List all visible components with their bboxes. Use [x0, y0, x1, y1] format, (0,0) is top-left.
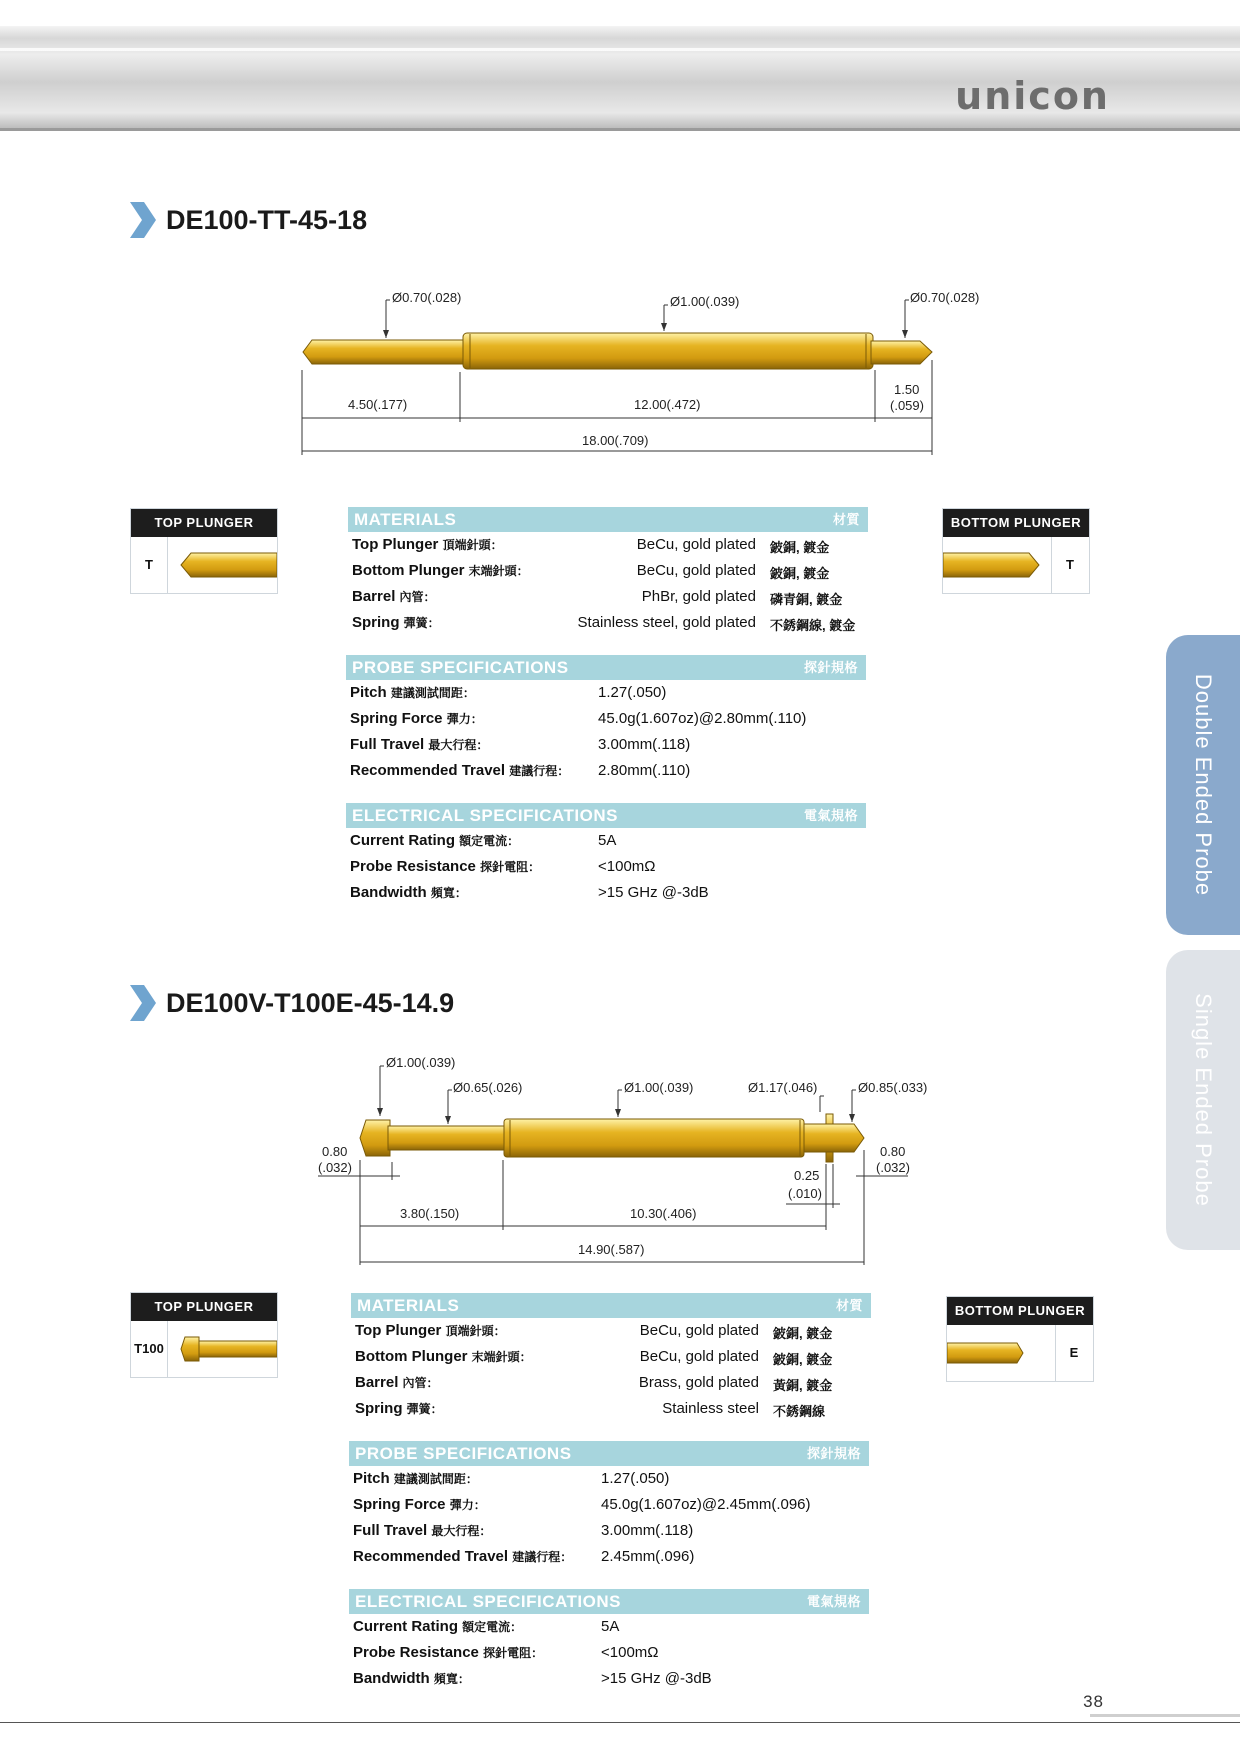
dim-barrel-diameter: Ø1.00(.039): [624, 1080, 694, 1095]
materials-table: [351, 1293, 871, 1422]
bottom-plunger-image: [947, 1325, 1055, 1381]
table-row: Spring Force 彈力： 45.0g(1.607oz)@2.45mm(.096): [353, 1496, 811, 1513]
dim-top-diameter: Ø0.70(.028): [392, 290, 462, 305]
table-row: Barrel 內管： PhBr, gold plated 磷青銅, 鍍金: [352, 588, 843, 607]
materials-header: MATERIALS 材質: [348, 507, 868, 532]
probe-spec-header: PROBE SPECIFICATIONS 探針規格: [346, 655, 866, 680]
dim-bottom-diameter: Ø0.70(.028): [910, 290, 980, 305]
dim-ring-length-mm: 0.25: [794, 1168, 820, 1183]
dim-top-length: 3.80(.150): [400, 1206, 460, 1221]
tab-double-ended-label: Double Ended Probe: [1191, 673, 1216, 897]
dim-barrel-length: 12.00(.472): [634, 397, 701, 412]
bottom-plunger-code: T: [1066, 557, 1074, 572]
table-row: Pitch 建議測試間距： 1.27(.050): [350, 684, 667, 701]
table-row: Top Plunger 頂端針頭： BeCu, gold plated 鈹銅, 鍍金: [355, 1322, 833, 1341]
dim-total-length: 18.00(.709): [582, 433, 649, 448]
table-row: Bandwidth 頻寬： >15 GHz @-3dB: [353, 1670, 712, 1687]
table-row: Recommended Travel 建議行程： 2.80mm(.110): [350, 762, 691, 779]
table-row: Bandwidth 頻寬： >15 GHz @-3dB: [350, 884, 709, 901]
dim-head-length-mm: 0.80: [322, 1144, 348, 1159]
bottom-plunger-header: BOTTOM PLUNGER: [943, 509, 1089, 537]
dim-ring-length-in: (.010): [788, 1186, 822, 1201]
table-row: Probe Resistance 探針電阻： <100mΩ: [353, 1644, 659, 1661]
bottom-plunger-header: BOTTOM PLUNGER: [947, 1297, 1093, 1325]
product-title: DE100-TT-45-18: [166, 204, 368, 235]
dim-top-diameter: Ø0.65(.026): [453, 1080, 523, 1095]
materials-header: MATERIALS 材質: [351, 1293, 871, 1318]
table-row: Bottom Plunger 末端針頭： BeCu, gold plated 鈹銅, 鍍金: [355, 1348, 833, 1367]
probe-spec-header: PROBE SPECIFICATIONS 探針規格: [349, 1441, 869, 1466]
tab-single-ended-label: Single Ended Probe: [1191, 993, 1216, 1207]
dim-bottom-length-in: (.059): [890, 398, 924, 413]
table-row: Top Plunger 頂端針頭： BeCu, gold plated 鈹銅, 鍍金: [352, 536, 830, 555]
bottom-plunger-code: E: [1069, 1345, 1079, 1360]
table-row: Probe Resistance 探針電阻： <100mΩ: [350, 858, 656, 875]
dim-bottom-diameter: Ø0.85(.033): [858, 1080, 928, 1095]
dim-barrel-diameter: Ø1.00(.039): [670, 294, 740, 309]
page-number: 38: [1083, 1692, 1104, 1711]
top-plunger-code: T100: [134, 1341, 164, 1356]
electrical-spec-header: ELECTRICAL SPECIFICATIONS 電氣規格: [346, 803, 866, 828]
table-row: Bottom Plunger 末端針頭： BeCu, gold plated 鈹銅, 鍍金: [352, 562, 830, 581]
brand-logo: unicon: [955, 74, 1110, 118]
dim-tip-length-mm: 0.80: [880, 1144, 906, 1159]
table-row: Spring 彈簧： Stainless steel, gold plated 不銹鋼線, 鍍金: [352, 614, 856, 633]
dim-head-diameter: Ø1.00(.039): [386, 1055, 456, 1070]
dim-barrel-length: 10.30(.406): [630, 1206, 697, 1221]
electrical-spec-table: [349, 1589, 869, 1692]
electrical-spec-header: ELECTRICAL SPECIFICATIONS 電氣規格: [349, 1589, 869, 1614]
top-plunger-code: T: [145, 557, 153, 572]
dim-bottom-length-mm: 1.50: [894, 382, 920, 397]
table-row: Spring 彈簧： Stainless steel 不銹鋼線: [355, 1400, 826, 1419]
probe-spec-table: [349, 1441, 869, 1570]
dim-total-length: 14.90(.587): [578, 1242, 645, 1257]
table-row: Current Rating 額定電流： 5A: [353, 1618, 620, 1635]
top-plunger-header: TOP PLUNGER: [131, 1293, 277, 1321]
table-row: Full Travel 最大行程： 3.00mm(.118): [353, 1522, 694, 1539]
footer-accent: [1090, 1714, 1240, 1717]
top-plunger-image: [169, 1321, 277, 1377]
dim-tip-length-in: (.032): [876, 1160, 910, 1175]
table-row: Pitch 建議測試間距： 1.27(.050): [353, 1470, 670, 1487]
table-row: Recommended Travel 建議行程： 2.45mm(.096): [353, 1548, 695, 1565]
product-title: DE100V-T100E-45-14.9: [166, 987, 455, 1018]
footer-rule: [0, 1722, 1240, 1723]
top-plunger-header: TOP PLUNGER: [131, 509, 277, 537]
dim-head-length-in: (.032): [318, 1160, 352, 1175]
table-row: Full Travel 最大行程： 3.00mm(.118): [350, 736, 691, 753]
table-row: Current Rating 額定電流： 5A: [350, 832, 617, 849]
table-row: Barrel 內管： Brass, gold plated 黃銅, 鍍金: [355, 1374, 833, 1393]
top-plunger-box: [130, 1292, 278, 1378]
dim-top-length: 4.50(.177): [348, 397, 408, 412]
dim-ring-diameter: Ø1.17(.046): [748, 1080, 818, 1095]
bottom-plunger-box: [946, 1296, 1094, 1382]
table-row: Spring Force 彈力： 45.0g(1.607oz)@2.80mm(.110): [350, 710, 807, 727]
